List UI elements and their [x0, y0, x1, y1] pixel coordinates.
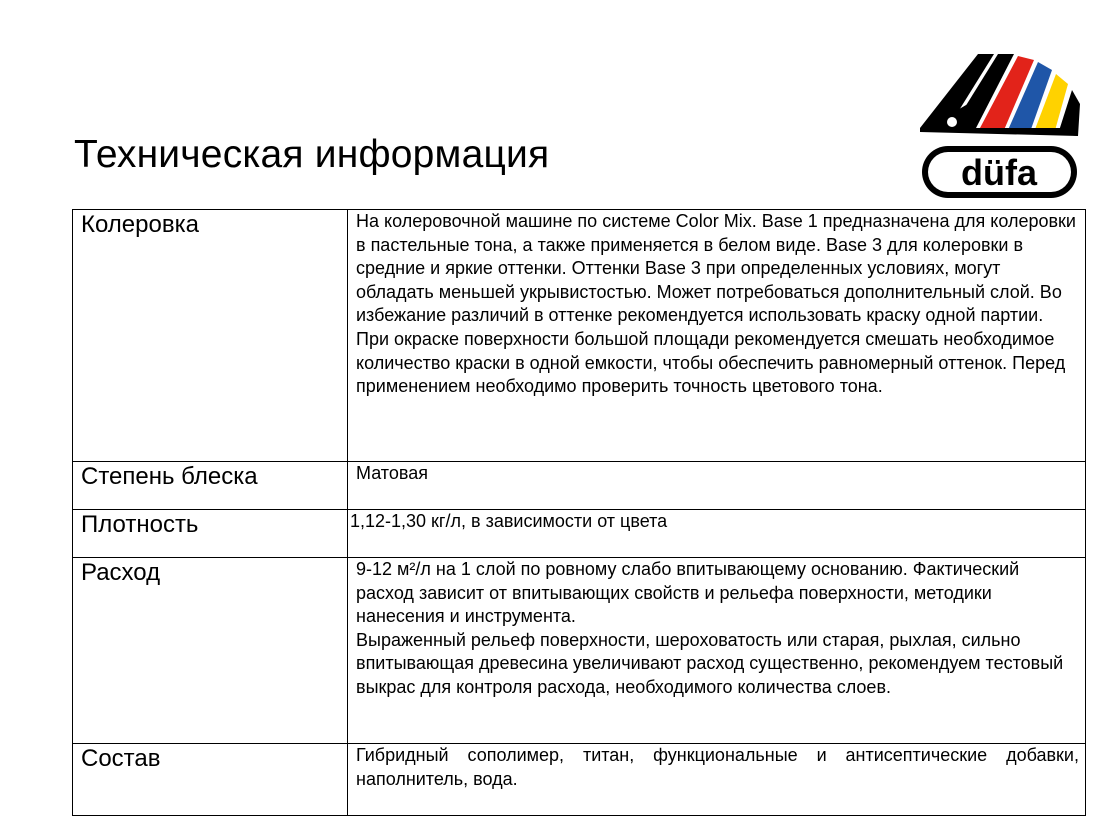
row-label-composition: Состав: [73, 744, 348, 816]
row-value-gloss: Матовая: [348, 462, 1086, 510]
consumption-paragraph: Выраженный рельеф поверхности, шероховатость или старая, рыхлая, сильно впитывающая древесина увеличивают расход существенно, рекомендуем тестовый выкрас для контроля расхода, необходимого количества слоев.: [356, 629, 1064, 697]
row-value-tinting: На колеровочной машине по системе Color Mix. Base 1 предназначена для колеровки в пастельные тона, а также применяется в белом виде. Base 3 для колеровки в средние и яркие оттенки. Оттенки Base 3 при определенных условиях, могут обладать меньшей укрывистостью. Может потребоваться дополнительный слой. Во избежание различий в оттенке рекомендуется использовать краску одной партии. При окраске поверхности большой площади рекомендуется смешать необходимое количество краски в одной емкости, чтобы обеспечить равномерный оттенок. Перед применением необходимо проверить точность цветового тона.: [348, 210, 1086, 462]
row-label-gloss: Степень блеска: [73, 462, 348, 510]
row-value-consumption: [348, 558, 1086, 744]
row-label-density: Плотность: [73, 510, 348, 558]
page-title: Техническая информация: [74, 133, 550, 176]
technical-info-table: [72, 209, 1086, 816]
table-row: [73, 462, 1086, 510]
table-row: [73, 744, 1086, 816]
row-value-density: 1,12-1,30 кг/л, в зависимости от цвета: [348, 510, 1086, 558]
brand-wordmark: düfa: [961, 152, 1037, 193]
table-row: [73, 510, 1086, 558]
table-row: [73, 210, 1086, 462]
color-fan-icon: [920, 54, 1080, 136]
row-label-consumption: Расход: [73, 558, 348, 744]
row-value-composition: Гибридный сополимер, титан, функциональные и антисептические добавки, наполнитель, вода.: [348, 744, 1086, 816]
row-label-tinting: Колеровка: [73, 210, 348, 462]
dufa-logo-icon: [918, 48, 1082, 203]
table-row: [73, 558, 1086, 744]
consumption-paragraph: 9-12 м²/л на 1 слой по ровному слабо впитывающему основанию. Фактический расход зависит от впитывающих свойств и рельефа поверхности, методики нанесения и инструмента.: [356, 559, 1020, 627]
